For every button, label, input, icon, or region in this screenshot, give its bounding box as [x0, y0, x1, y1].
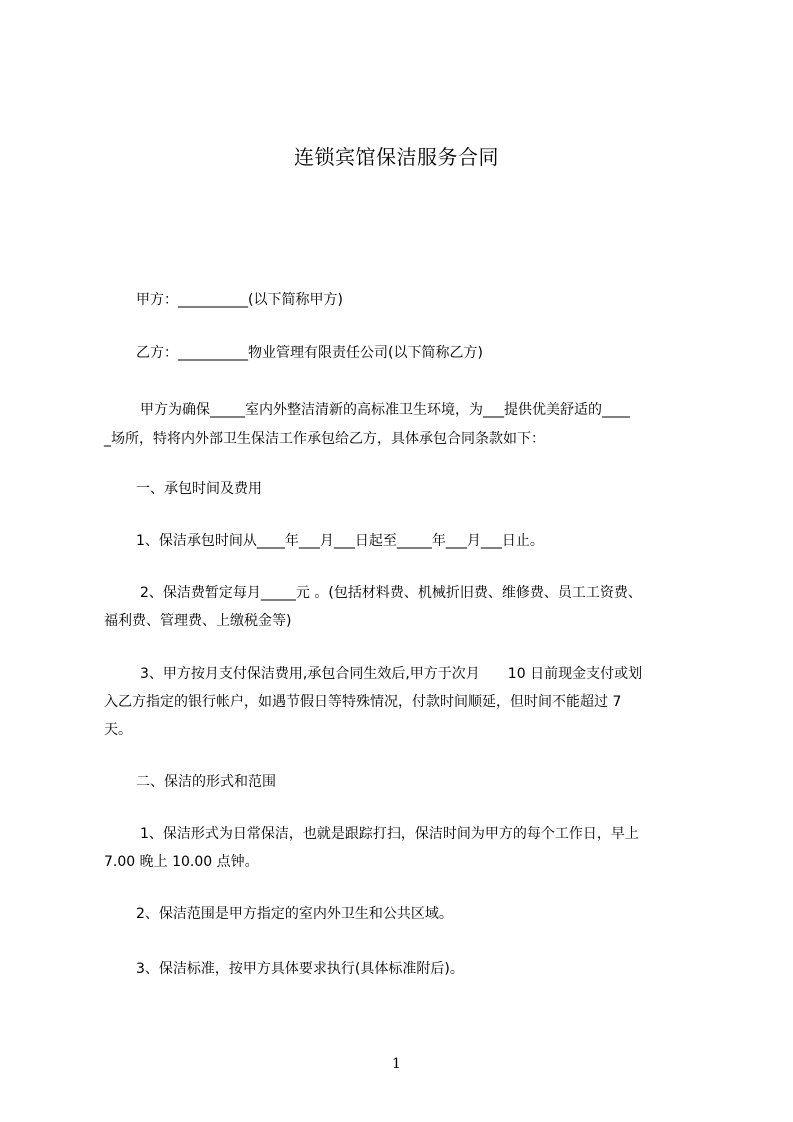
- section-2-item-1-line-1: 1、保洁形式为日常保洁，也就是跟踪打扫，保洁时间为甲方的每个工作日，早上: [140, 826, 639, 842]
- party-a-line: 甲方：__________(以下简称甲方): [136, 292, 343, 308]
- section-1-item-3-line-3: 天。: [104, 722, 132, 738]
- section-1-item-3-line-2: 入乙方指定的银行帐户，如遇节假日等特殊情况，付款时间顺延，但时间不能超过 7: [104, 694, 622, 710]
- section-1-item-2-line-1: 2、保洁费暂定每月_____元 。(包括材料费、机械折旧费、维修费、员工工资费、: [140, 585, 642, 601]
- intro-line-1: 甲方为确保_____室内外整洁清新的高标准卫生环境，为___提供优美舒适的____: [140, 402, 630, 418]
- intro-line-2: _场所，特将内外部卫生保洁工作承包给乙方，具体承包合同条款如下：: [104, 431, 545, 447]
- section-1-heading: 一、承包时间及费用: [136, 481, 262, 497]
- section-2-item-1-line-2: 7.00 晚上 10.00 点钟。: [104, 854, 259, 870]
- section-1-item-2-line-2: 福利费、管理费、上缴税金等): [104, 613, 292, 629]
- document-title: 连锁宾馆保洁服务合同: [294, 145, 499, 169]
- party-b-line: 乙方：__________物业管理有限责任公司(以下简称乙方): [136, 345, 483, 361]
- page-number: 1: [392, 1056, 401, 1072]
- section-2-heading: 二、保洁的形式和范围: [136, 774, 276, 790]
- section-2-item-3: 3、保洁标准，按甲方具体要求执行(具体标准附后)。: [136, 961, 464, 977]
- section-2-item-2: 2、保洁范围是甲方指定的室内外卫生和公共区域。: [136, 906, 453, 922]
- section-1-item-1: 1、保洁承包时间从____年___月___日起至_____年___月___日止。: [136, 533, 544, 549]
- section-1-item-3-line-1: 3、甲方按月支付保洁费用,承包合同生效后,甲方于次月 10 日前现金支付或划: [140, 666, 643, 682]
